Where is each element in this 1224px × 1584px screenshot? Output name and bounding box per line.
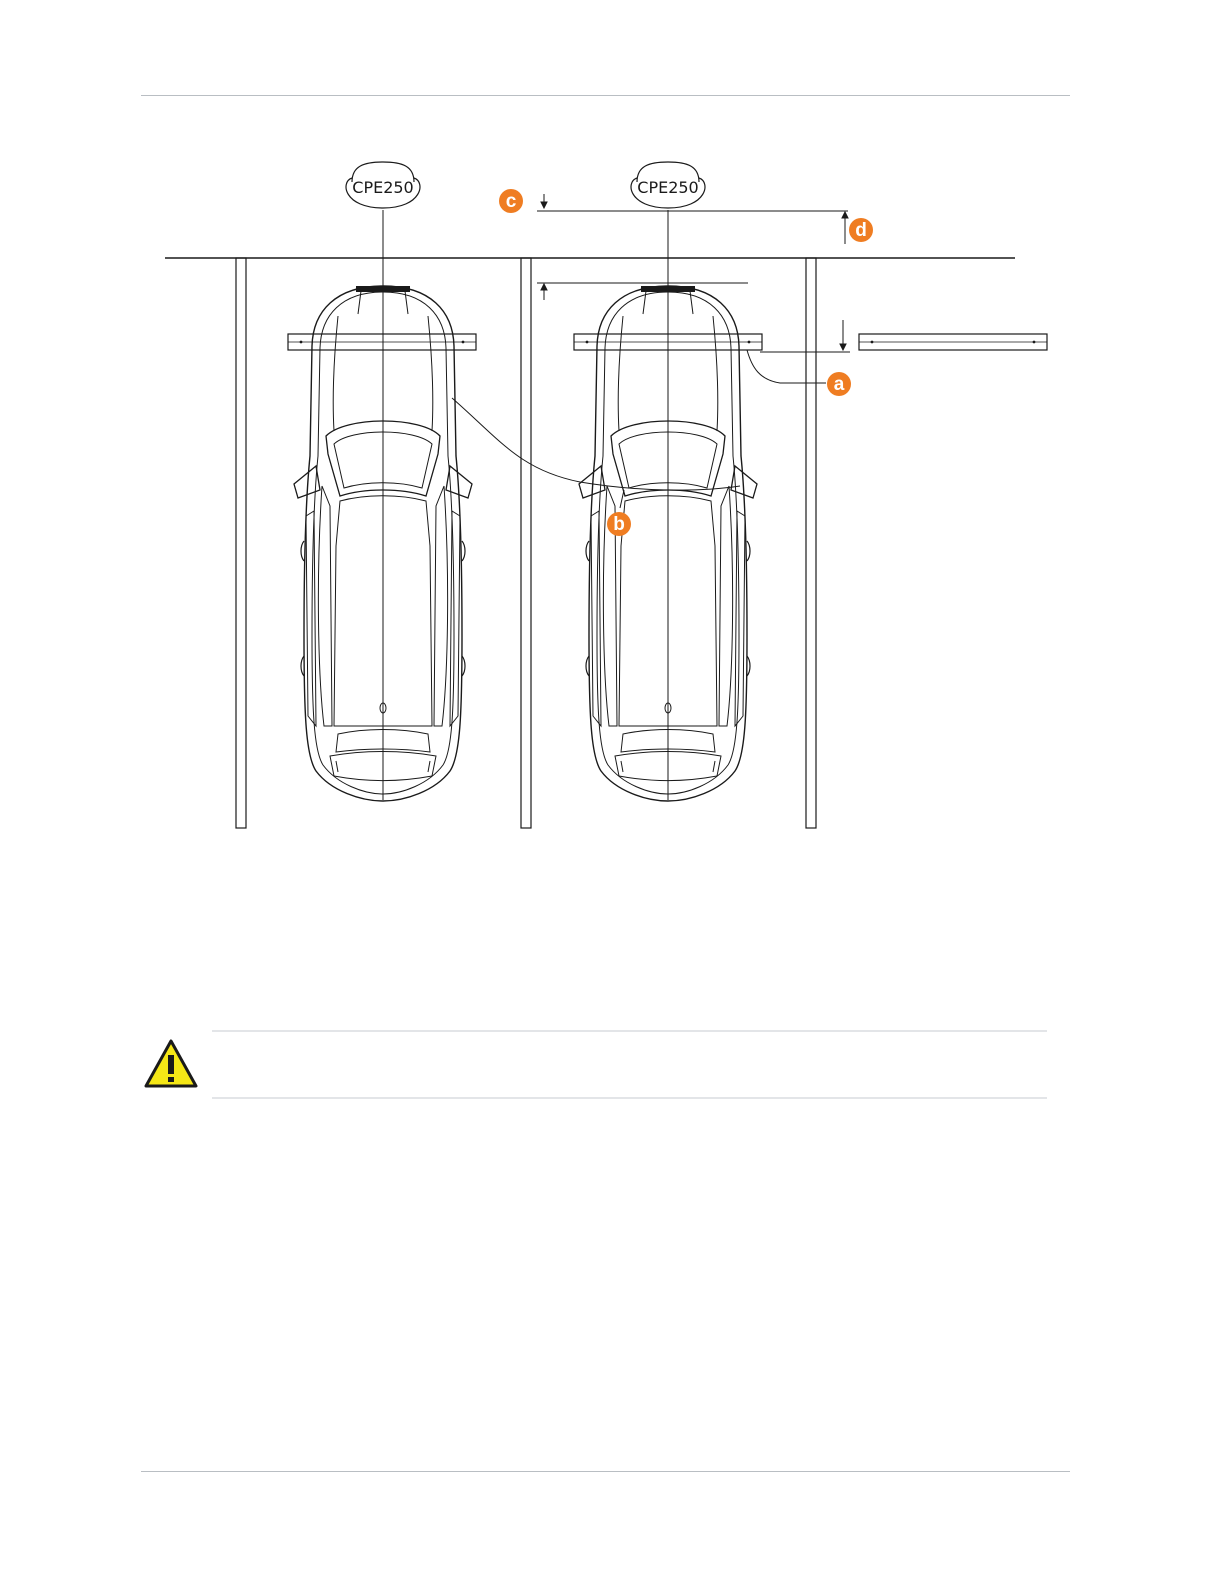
space-divider-middle (521, 258, 531, 828)
callout-c (499, 189, 523, 213)
callout-d (849, 218, 873, 242)
cpe250-unit-right (631, 162, 705, 208)
warning-rule-bottom (212, 1097, 1047, 1099)
space-divider-right (806, 258, 816, 828)
svg-text:a: a (833, 374, 845, 395)
svg-text:c: c (505, 191, 517, 212)
callout-a (827, 372, 851, 396)
cpe250-unit-left (346, 162, 420, 208)
callout-b (607, 512, 631, 536)
svg-text:d: d (855, 220, 867, 241)
footer-rule (141, 1471, 1070, 1472)
cpe250-label-left: CPE250 (352, 178, 414, 197)
warning-rule-top (212, 1030, 1047, 1032)
light-bar-left (288, 334, 476, 350)
light-bar-side (859, 334, 1047, 350)
warning-triangle-icon (143, 1038, 199, 1090)
cpe250-label-right: CPE250 (637, 178, 699, 197)
space-divider-left (236, 258, 246, 828)
svg-text:b: b (613, 514, 625, 535)
dimension-d (842, 212, 848, 244)
